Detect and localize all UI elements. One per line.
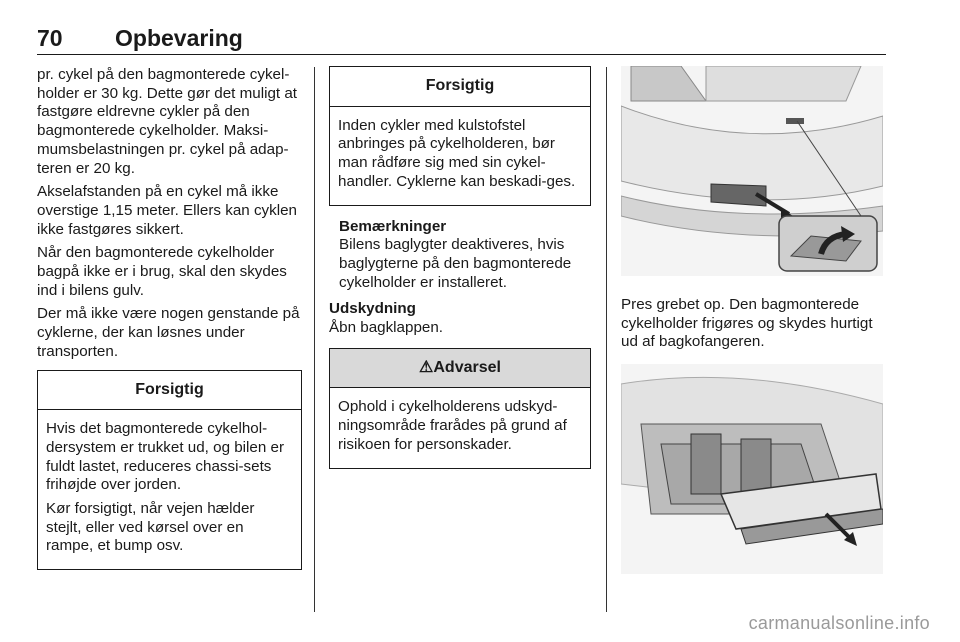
page-header <box>37 24 886 55</box>
section-heading: Udskydning <box>329 300 416 318</box>
bumper-release-illustration <box>621 66 883 276</box>
caution-title: Forsigtig <box>330 67 590 107</box>
column-left <box>37 66 302 570</box>
warning-header <box>330 349 590 389</box>
figure-caption: Pres grebet op. Den bagmonterede cykelholder frigøres og skydes hurtigt ud af bagkofangeren. <box>621 296 873 351</box>
notes-heading: Bemærkninger <box>339 217 447 235</box>
warning-icon: ⚠ <box>419 358 434 376</box>
warning-text: Ophold i cykelholderens udskyd-ningsområde frarådes på grund af risikoen for personskader. <box>338 398 567 453</box>
caution-title: Forsigtig <box>38 371 301 411</box>
caution-text: Inden cykler med kulstofstel anbringes på cykelholderen, bør man rådføre sig med sin cykel-handler. Cyklerne kan beskadi-ges. <box>338 116 576 190</box>
warning-title: Advarsel <box>433 358 501 376</box>
column-right <box>621 66 889 574</box>
paragraph: Der må ikke være nogen genstande på cyklerne, der kan løsnes under transporten. <box>37 305 300 360</box>
page-number: 70 <box>37 25 63 51</box>
paragraph: pr. cykel på den bagmonterede cykel-holder er 30 kg. Dette gør det muligt at fastgøre eldrevne cykler på den bagmonterede cykelholder. Maksi-mumsbelastningen pr. cykel på adap-teren er 20 kg. <box>37 66 298 177</box>
paragraph: Når den bagmonterede cykelholder bagpå ikke er i brug, skal den skydes ind i bilens gulv. <box>37 244 287 299</box>
column-divider <box>314 67 315 612</box>
notes-text: Bilens baglygter deaktiveres, hvis baglygterne på den bagmonterede cykelholder er installeret. <box>339 236 572 291</box>
bike-carrier-extended-illustration <box>621 364 883 574</box>
caution-box <box>37 370 302 571</box>
warning-box <box>329 348 591 469</box>
chapter-title: Opbevaring <box>115 25 243 51</box>
caution-box <box>329 66 591 206</box>
watermark: carmanualsonline.info <box>748 613 930 633</box>
section-text: Åbn bagklappen. <box>329 319 444 337</box>
paragraph: Akselafstanden på en cykel må ikke overstige 1,15 meter. Ellers kan cyklen ikke fastgøres sikkert. <box>37 183 297 238</box>
caution-text: Hvis det bagmonterede cykelhol-dersystem er trukket ud, og bilen er fuldt lastet, reduceres chassi-sets frihøjde over jorden. <box>46 420 285 494</box>
column-middle <box>329 66 591 469</box>
caution-text: Kør forsigtigt, når vejen hælder stejlt, eller ved kørsel over en rampe, et bump osv. <box>46 500 255 555</box>
column-divider <box>606 67 607 612</box>
